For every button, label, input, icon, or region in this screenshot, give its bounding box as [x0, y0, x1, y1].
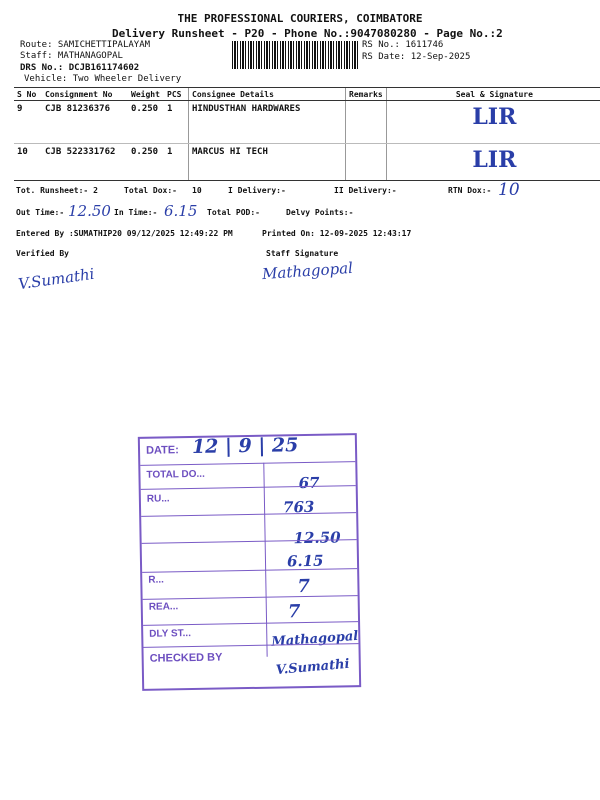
- staff-signature-label: Staff Signature: [266, 249, 339, 258]
- stamp-value: 763: [282, 497, 315, 517]
- staff-signature: Mathagopal: [261, 258, 354, 284]
- col-remarks: Remarks: [346, 88, 387, 101]
- ii-delivery-label: II Delivery:-: [334, 186, 397, 195]
- received-stamp: [138, 433, 361, 691]
- staff-text: Staff: MATHANAGOPAL: [20, 51, 123, 61]
- cell-pcs: 1: [164, 101, 189, 144]
- cell-sno: 9: [14, 101, 42, 144]
- out-time-label: Out Time:-: [16, 208, 65, 217]
- cell-remarks: [346, 101, 387, 144]
- entered-by-text: Entered By :SUMATHIP20 09/12/2025 12:49:22 PM: [16, 229, 233, 238]
- route-text: Route: SAMICHETTIPALAYAM: [20, 40, 151, 50]
- row-signature: LIR: [472, 147, 517, 173]
- total-dox-label: Total Dox:-: [124, 186, 177, 195]
- cell-remarks: [346, 144, 387, 181]
- total-pod-label: Total POD:-: [207, 208, 260, 217]
- stamp-value: 7: [297, 575, 311, 598]
- drs-text: DRS No.: DCJB161174602: [20, 63, 140, 73]
- table-row: [14, 144, 600, 181]
- stamp-value: 7: [287, 601, 301, 623]
- table-header-row: [14, 88, 600, 101]
- table-row: [14, 101, 600, 144]
- col-signature: Seal & Signature: [386, 88, 600, 101]
- runsheet-subtitle: Delivery Runsheet - P20 - Phone No.:9047080280 - Page No.:2: [112, 27, 503, 40]
- col-pcs: PCS: [164, 88, 189, 101]
- printed-on-text: Printed On: 12-09-2025 12:43:17: [262, 229, 412, 238]
- stamp-date-label: DATE:: [145, 444, 179, 457]
- stamp-value: 12.50: [293, 528, 341, 548]
- rtn-dox-handwritten: 10: [498, 180, 520, 200]
- stamp-label: R...: [148, 574, 164, 586]
- rs-no-text: RS No.: 1611746: [362, 40, 444, 50]
- delvy-points-label: Delvy Points:-: [286, 208, 354, 217]
- vehicle-text: Vehicle: Two Wheeler Delivery: [24, 74, 182, 84]
- cell-consignee: MARCUS HI TECH: [189, 144, 346, 181]
- in-time-label: In Time:-: [114, 208, 158, 217]
- cell-weight: 0.250: [128, 101, 164, 144]
- stamp-label: REA...: [148, 601, 179, 613]
- stamp-date-value: 12 | 9 | 25: [191, 434, 299, 458]
- col-sno: S No: [14, 88, 42, 101]
- verified-by-label: Verified By: [16, 249, 69, 258]
- runsheet-table: [14, 87, 600, 181]
- cell-consignee: HINDUSTHAN HARDWARES: [189, 101, 346, 144]
- company-title: THE PROFESSIONAL COURIERS, COIMBATORE: [177, 12, 423, 25]
- col-weight: Weight: [128, 88, 164, 101]
- cell-weight: 0.250: [128, 144, 164, 181]
- verified-by-signature: V.Sumathi: [17, 264, 96, 294]
- rtn-dox-label: RTN Dox:-: [448, 186, 492, 195]
- cell-sno: 10: [14, 144, 42, 181]
- row-signature: LIR: [472, 104, 517, 130]
- stamp-label: DLY ST...: [149, 628, 192, 640]
- in-time-handwritten: 6.15: [164, 202, 198, 220]
- stamp-label: RU...: [146, 493, 170, 505]
- stamp-checked-by-label: CHECKED BY: [149, 651, 223, 665]
- cell-pcs: 1: [164, 144, 189, 181]
- total-dox-value: 10: [192, 186, 202, 195]
- cell-consignment: CJB 522331762: [42, 144, 128, 181]
- rs-date-text: RS Date: 12-Sep-2025: [362, 52, 471, 62]
- stamp-divider: [263, 463, 267, 657]
- stamp-value: V.Sumathi: [275, 656, 351, 679]
- stamp-value: 67: [298, 473, 320, 493]
- stamp-value: Mathagopal: [270, 628, 359, 650]
- i-delivery-label: I Delivery:-: [228, 186, 286, 195]
- tot-runsheet: Tot. Runsheet:- 2: [16, 186, 98, 195]
- barcode-image: [232, 41, 358, 69]
- cell-consignment: CJB 81236376: [42, 101, 128, 144]
- out-time-handwritten: 12.50: [68, 202, 111, 220]
- col-consignee: Consignee Details: [189, 88, 346, 101]
- stamp-value: 6.15: [286, 551, 324, 571]
- stamp-label: TOTAL DO...: [146, 468, 205, 481]
- col-consignment: Consignment No: [42, 88, 128, 101]
